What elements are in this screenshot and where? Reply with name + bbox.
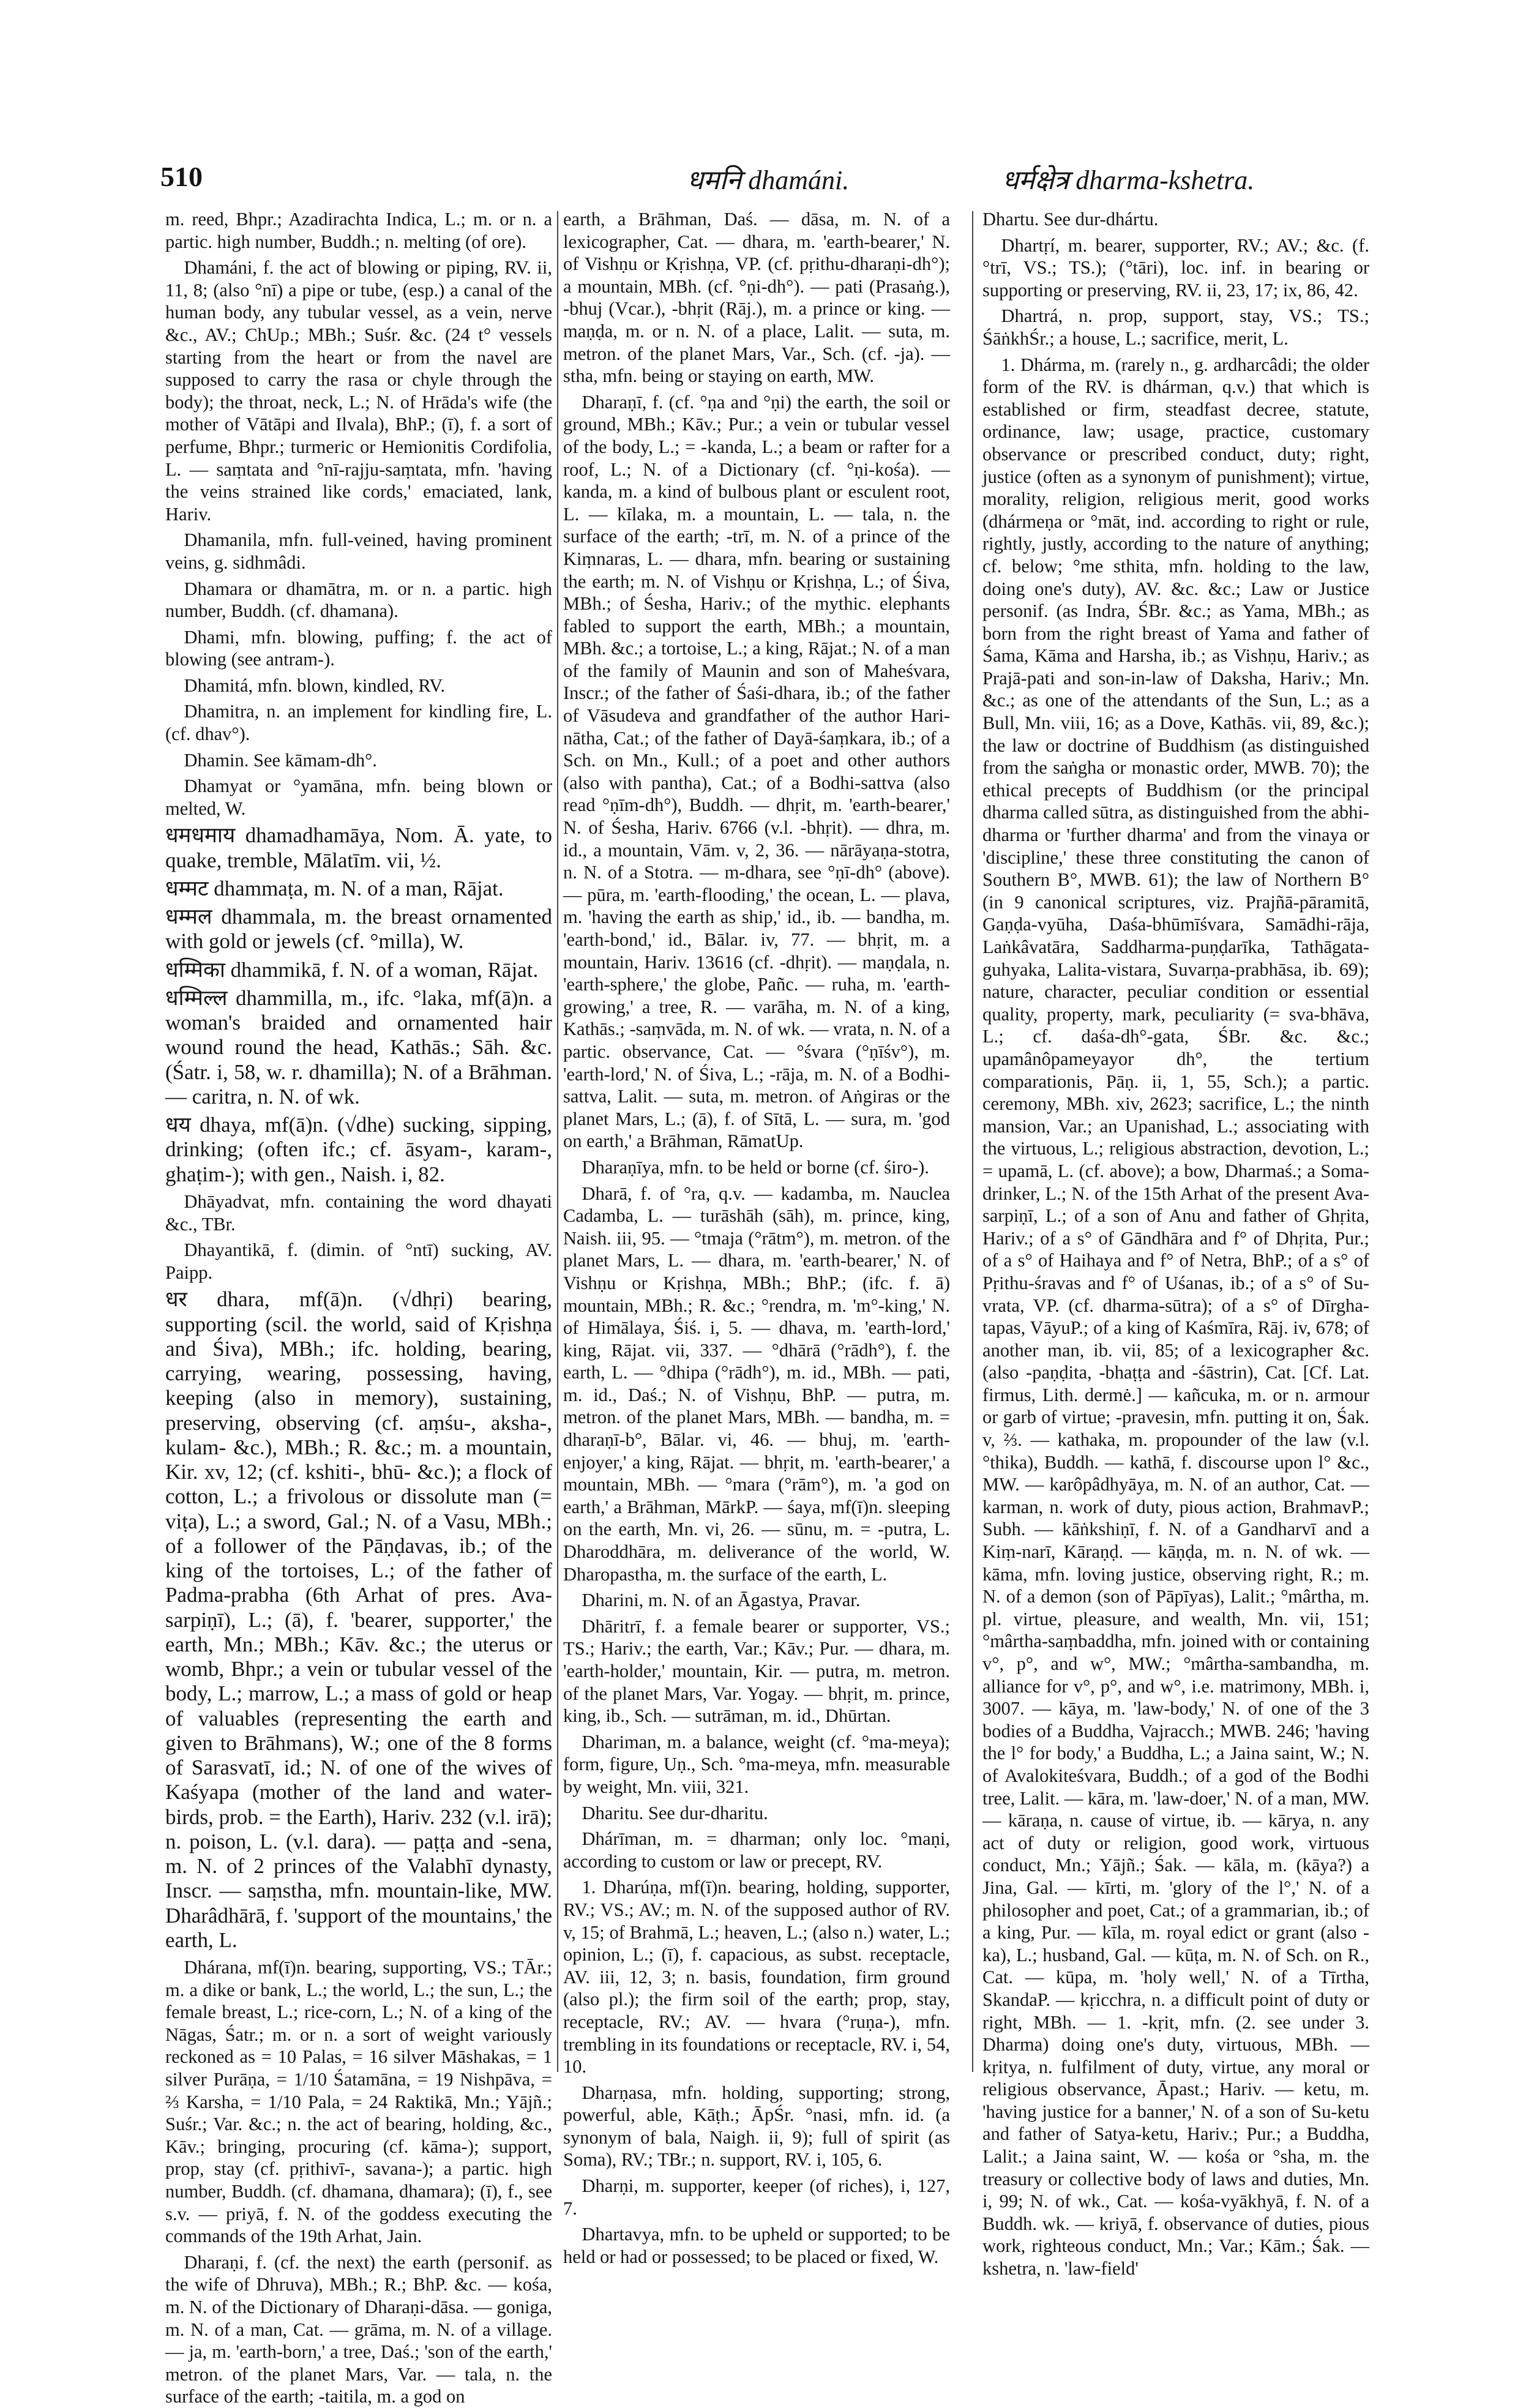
- column-rule-1: [557, 211, 558, 2072]
- dictionary-entry: Dharitu. See dur-dharitu.: [582, 1802, 768, 1823]
- dictionary-entry: धमधमाय dhamadhamāya, Nom. Ā. yate, to quake, tremble, Mālatīm. vii, ½.: [165, 823, 552, 872]
- dictionary-entry: earth, a Brāhman, Daś. — dāsa, m. N. of a lexicographer, Cat. — dhara, m. 'earth-bearer,' N. of Vishṇu or Kṛishṇa, VP. (cf. pṛithu-dharaṇi-dh°); a mountain, MBh. (cf. °ṇi-dh°). — pati (Prasaṅg.), -bhuj (Vcar.), -bhṛit (Rāj.), m. a prince or king. — maṇḍa, m. or n. N. of a place, Lalit. — suta, m. metron. of the planet Mars, Var., Sch. (cf. -ja). — stha, mfn. being or staying on earth, MW.: [563, 209, 950, 387]
- left-running-headword: धमनि dhamáni.: [687, 165, 850, 195]
- dictionary-entry: धम्मट dhammaṭa, m. N. of a man, Rājat.: [165, 876, 504, 900]
- page-number: 510: [160, 161, 203, 192]
- dictionary-entry: Dharā, f. of °ra, q.v. — kadamba, m. Nauclea Cadamba, L. — turāshāh (sāh), m. prince, king, Naish. iii, 95. — °tmaja (°rātm°), m. metron. of the planet Mars, L. — dhara, m. 'earth-bearer,' N. of Vishṇu or Kṛishṇa, MBh.; BhP.; (ifc. f. ā) mountain, MBh.; R. &c.; °rendra, m. 'm°-king,' N. of Himālaya, Śiś. i, 5. — dhava, m. 'earth-lord,' king, Rājat. vii, 337. — °dhārā (°rādh°), f. the earth, L. — °dhipa (°rādh°), m. id., MBh. — pati, m. id., Daś.; N. of Vishṇu, BhP. — putra, m. metron. of the planet Mars, MBh. — bandha, m. = dharaṇī-b°, Bālar. vi, 46. — bhuj, m. 'earth-enjoyer,' a king, Rājat. — bhṛit, m. 'earth-bearer,' a mountain, MBh. — °mara (°rām°), m. 'a god on earth,' a Brāhman, MārkP. — śaya, mf(ī)n. sleeping on the earth, Mn. vi, 26. — sūnu, m. = -putra, L. Dharoddhāra, m. deliverance of the world, W. Dharopastha, m. the surface of the earth, L.: [563, 1183, 950, 1585]
- dictionary-entry: 1. Dharúṇa, mf(ī)n. bearing, holding, supporter, RV.; VS.; AV.; m. N. of the supposed author of RV. v, 15; of Brahmā, L.; heaven, L.; (also n.) water, L.; opinion, L.; (ī), f. capacious, as subst. receptacle, AV. iii, 12, 3; n. basis, foundation, firm ground (also pl.); the firm soil of the earth; prop, stay, receptacle, RV.; AV. — hvara (°ruṇa-), mfn. trembling in its foundations or receptacle, RV. i, 54, 10.: [563, 1877, 950, 2077]
- dictionary-entry: Dhartu. See dur-dhártu.: [982, 209, 1159, 230]
- column-middle: [563, 208, 950, 2267]
- dictionary-entry: Dharini, m. N. of an Āgastya, Pravar.: [582, 1590, 861, 1611]
- right-running-headword: धर्मक्षेत्र dharma-kshetra.: [1002, 165, 1255, 195]
- dictionary-entry: धम्मल dhammala, m. the breast ornamented with gold or jewels (cf. °milla), W.: [165, 905, 552, 954]
- dictionary-entry: Dhartavya, mfn. to be upheld or supported; to be held or had or possessed; to be placed or fixed, W.: [563, 2224, 950, 2267]
- dictionary-entry: Dhamyat or °yamāna, mfn. being blown or melted, W.: [165, 776, 552, 819]
- dictionary-entry: धर dhara, mf(ā)n. (√dhṛi) bearing, supporting (scil. the world, said of Kṛishṇa and Śiva), MBh.; ifc. holding, bearing, carrying, wearing, possessing, having, keeping (also in memory), sustaining, preserving, observing (cf. aṃśu-, aksha-, kulam- &c.), MBh.; R. &c.; m. a mountain, Kir. xv, 12; (cf. kshiti-, bhū- &c.); a flock of cotton, L.; a frivolous or dissolute man (= viṭa), L.; a sword, Gal.; N. of a Vasu, MBh.; of a follower of the Pāṇḍavas, ib.; of the king of the tortoises, L.; of the father of Padma-prabha (6th Arhat of pres. Ava-sarpiṇī), L.; (ā), f. 'bearer, supporter,' the earth, Mn.; MBh.; Kāv. &c.; the uterus or womb, Bhpr.; a vein or tubular vessel of the body, L.; marrow, L.; a mass of gold or heap of valuables (representing the earth and given to Brāhmans), W.; one of the 8 forms of Sarasvatī, id.; N. of one of the wives of Kaśyapa (mother of the land and water-birds, prob. = the Earth), Hariv. 232 (v.l. irā); n. poison, L. (v.l. dara). — paṭṭa and -sena, m. N. of 2 princes of the Valabhī dynasty, Inscr. — saṃstha, mfn. mountain-like, MW. Dharâdhārā, f. 'support of the mountains,' the earth, L.: [165, 1287, 552, 1952]
- dictionary-entry: Dhamáni, f. the act of blowing or piping, RV. ii, 11, 8; (also °nī) a pipe or tube, (esp.) a canal of the human body, any tubular vessel, as a vein, nerve &c., AV.; ChUp.; MBh.; Suśr. &c. (24 t° vessels starting from the heart or from the navel are supposed to carry the rasa or chyle through the body); the throat, neck, L.; N. of Hrāda's wife (the mother of Vātāpi and Ilvala), BhP.; (ī), f. a sort of perfume, Bhpr.; turmeric or Hemionitis Cordifolia, L. — saṃtata and °nī-rajju-saṃtata, mfn. 'having the veins strained like cords,' emaciated, lank, Hariv.: [165, 257, 552, 525]
- dictionary-entry: Dhamanila, mfn. full-veined, having prominent veins, g. sidhmâdi.: [165, 529, 552, 573]
- column-left: [165, 208, 552, 2407]
- dictionary-entry: Dhartrá, n. prop, support, stay, VS.; TS.; ŚāṅkhŚr.; a house, L.; sacrifice, merit, L.: [982, 305, 1369, 349]
- dictionary-entry: Dhāritrī, f. a female bearer or supporter, VS.; TS.; Hariv.; the earth, Var.; Kāv.; Pur. — dhara, m. 'earth-holder,' mountain, Kir. — putra, m. metron. of the planet Mars, Var. Yogay. — bhṛit, m. prince, king, ib., Sch. — sutrāman, m. id., Dhūrtan.: [563, 1615, 950, 1727]
- dictionary-entry: Dharṇi, m. supporter, keeper (of riches), i, 127, 7.: [563, 2175, 950, 2219]
- column-rule-2: [972, 211, 973, 2072]
- dictionary-entry: Dharaṇi, f. (cf. the next) the earth (personif. as the wife of Dhruva), MBh.; R.; BhP. &c. — kośa, m. N. of the Dictionary of Dharaṇi-dāsa. — goniga, m. N. of a man, Cat. — grāma, m. N. of a village. — ja, m. 'earth-born,' a tree, Daś.; 'son of the earth,' metron. of the planet Mars, Var. — tala, n. the surface of the earth; -taitila, m. a god on: [165, 2251, 552, 2407]
- dictionary-entry: Dhárīman, m. = dharman; only loc. °maṇi, according to custom or law or precept, RV.: [563, 1828, 950, 1872]
- column-right: [982, 208, 1369, 2279]
- dictionary-entry: Dhárana, mf(ī)n. bearing, supporting, VS.; TĀr.; m. a dike or bank, L.; the world, L.; the sun, L.; the female breast, L.; rice-corn, L.; N. of a king of the Nāgas, Śatr.; m. or n. a sort of weight variously reckoned as = 10 Palas, = 16 silver Māshakas, = 1 silver Purāṇa, = 1/10 Śatamāna, = 19 Nishpāva, = ⅔ Karsha, = 1/10 Pala, = 24 Raktikā, Mn.; Yājñ.; Suśr.; Var. &c.; n. the act of bearing, holding, &c., Kāv.; bringing, procuring (cf. kāma-); support, prop, stay (cf. pṛithivī-, savana-); a partic. high number, Buddh. (cf. dhamana, dhamara); (ī), f., see s.v. — priyā, f. N. of the goddess executing the commands of the 19th Arhat, Jain.: [165, 1957, 552, 2247]
- dictionary-entry: Dharṇasa, mfn. holding, supporting; strong, powerful, able, Kāṭh.; ĀpŚr. °nasi, mfn. id. (a synonym of bala, Naigh. ii, 9); full of spirit (as Soma), RV.; TBr.; n. support, RV. i, 105, 6.: [563, 2082, 950, 2171]
- dictionary-entry: 1. Dhárma, m. (rarely n., g. ardharcâdi; the older form of the RV. is dhárman, q.v.) that which is established or firm, steadfast decree, statute, ordinance, law; usage, practice, customary observance or prescribed conduct, duty; right, justice (often as a synonym of punishment); virtue, morality, religion, religious merit, good works (dhármeṇa or °māt, ind. according to right or rule, rightly, justly, according to the nature of anything; cf. below; °me sthita, mfn. holding to the law, doing one's duty), AV. &c. &c.; Law or Justice personif. (as Indra, ŚBr. &c.; as Yama, MBh.; as born from the right breast of Yama and father of Śama, Kāma and Harsha, ib.; as Vishṇu, Hariv.; as Prajā-pati and son-in-law of Daksha, Hariv.; Mn. &c.; as one of the attendants of the Sun, L.; as a Bull, Mn. viii, 16; as a Dove, Kathās. vii, 89, &c.); the law or doctrine of Buddhism (as distinguished from the saṅgha or monastic order, MWB. 70); the ethical precepts of Buddhism (or the principal dharma called sūtra, as distinguished from the abhi-dharma or 'further dharma' and from the vinaya or 'discipline,' these three constituting the canon of Southern B°, MWB. 61); the law of Northern B° (in 9 canonical scriptures, viz. Prajñā-pāramitā, Gaṇḍa-vyūha, Daśa-bhūmīśvara, Samādhi-rāja, Laṅkâvatāra, Saddharma-puṇḍarīka, Tathāgata-guhyaka, Lalita-vistara, Suvarṇa-prabhāsa, ib. 69); nature, character, peculiar condition or essential quality, property, mark, peculiarity (= sva-bhāva, L.; cf. daśa-dh°-gata, ŚBr. &c. &c.; upamânôpameyayor dh°, the tertium comparationis, Pāṇ. ii, 1, 55, Sch.); a partic. ceremony, MBh. xiv, 2623; sacrifice, L.; the ninth mansion, Var.; an Upanishad, L.; associating with the virtuous, L.; religious abstraction, devotion, L.; = upamā, L. (cf. above); a bow, Dharmaś.; a Soma-drinker, L.; N. of the 15th Arhat of the present Ava-sarpiṇī, L.; of a son of Anu and father of Ghṛita, Hariv.; of a s° of Gāndhāra and f° of Dhṛita, Pur.; of a s° of Haihaya and f° of Netra, BhP.; of a s° of Pṛithu-śravas and f° of Uśanas, ib.; of a s° of Su-vrata, VP. (cf. dharma-sūtra); of a s° of Dīrgha-tapas, VāyuP.; of a king of Kaśmīra, Rāj. iv, 678; of another man, ib. vii, 85; of a lexicographer &c. (also -paṇḍita, -bhaṭṭa and -śāstrin), Cat. [Cf. Lat. firmus, Lith. dermė.] — kañcuka, m. or n. armour or garb of virtue; -pravesin, mfn. putting it on, Śak. v, ⅔. — kathaka, m. propounder of the law (v.l. °thika), Buddh. — kathā, f. discourse upon l° &c., MW. — karôpâdhyāya, m. N. of an author, Cat. — karman, n. work of duty, pious action, BrahmavP.; Subh. — kāṅkshiṇī, f. N. of a Gandharvī and a Kiṃ-narī, Kāraṇḍ. — kāṇḍa, m. n. N. of wk. — kāma, mfn. loving justice, observing right, R.; m. N. of a demon (son of Pāpīyas), Lalit.; °mârtha, m. pl. virtue, pleasure, and wealth, Mn. vii, 151; °mârtha-saṃbaddha, mfn. joined with or containing v°, p°, and w°, MW.; °mârtha-sambandha, m. alliance for v°, p°, and w°, i.e. matrimony, MBh. i, 3007. — kāya, m. 'law-body,' N. of one of the 3 bodies of a Buddha, Vajracch.; MWB. 246; 'having the l° for body,' a Buddha, L.; a Jaina saint, W.; N. of Avalokiteśvara, Buddh.; of a god of the Bodhi tree, Lalit. — kāra, m. 'law-doer,' N. of a man, MW. — kāraṇa, n. cause of virtue, ib. — kārya, n. any act of duty or religion, good work, virtuous conduct, Mn.; Yājñ.; Śak. — kāla, m. (kāya?) a Jina, Gal. — kīrti, m. 'glory of the l°,' N. of a philosopher and poet, Cat.; of a grammarian, ib.; of a king, Pur. — kīla, m. royal edict or grant (also -ka), L.; husband, Gal. — kūṭa, m. N. of Sch. on R., Cat. — kūpa, m. 'holy well,' N. of a Tīrtha, SkandaP. — kṛicchra, n. a difficult point of duty or right, MBh. — 1. -kṛit, mfn. (2. see under 3. Dharma) doing one's duty, virtuous, MBh. — kṛitya, n. fulfilment of duty, virtue, any moral or religious observance, Āpast.; Hariv. — ketu, m. 'having justice for a banner,' N. of a son of Su-ketu and father of Satya-ketu, Hariv.; Pur.; a Buddha, Lalit.; a Jaina saint, W. — kośa or °sha, m. the treasury or collective body of laws and duties, Mn. i, 99; N. of wk., Cat. — kośa-vyākhyā, f. N. of a Buddh. wk. — kriyā, f. observance of duties, pious work, righteous conduct, Mn.; Var.; Kām.; Śak. — kshetra, n. 'law-field': [982, 354, 1369, 2279]
- dictionary-entry: Dhami, mfn. blowing, puffing; f. the act of blowing (see antram-).: [165, 626, 552, 670]
- dictionary-entry: m. reed, Bhpr.; Azadirachta Indica, L.; m. or n. a partic. high number, Buddh.; n. melting (of ore).: [165, 209, 552, 252]
- dictionary-entry: Dharaṇī, f. (cf. °ṇa and °ṇi) the earth, the soil or ground, MBh.; Kāv.; Pur.; a vein or tubular vessel of the body, L.; = -kanda, L.; a beam or rafter for a roof, L.; N. of a Dictionary (cf. °ṇi-kośa). — kanda, m. a kind of bulbous plant or esculent root, L. — kīlaka, m. a mountain, L. — tala, n. the surface of the earth; -trī, m. N. of a prince of the Kiṃnaras, L. — dhara, mfn. bearing or sustaining the earth; m. N. of Vishṇu or Kṛishṇa, L.; of Śiva, MBh.; of Śesha, Hariv.; of the mythic. elephants fabled to support the earth, MBh.; a mountain, MBh. &c.; a tortoise, L.; a king, Rājat.; N. of a man of the family of Maunin and son of Maheśvara, Inscr.; of the father of Śaśi-dhara, ib.; of the father of Vāsudeva and grandfather of the author Hari-nātha, Cat.; of the father of Dayā-śaṃkara, ib.; of a Sch. on Mn., Kull.; of a poet and other authors (also with pantha), Cat.; of a Bodhi-sattva (also read °ṇīm-dh°), Buddh. — dhṛit, m. 'earth-bearer,' N. of Śesha, Hariv. 6766 (v.l. -bhṛit). — dhra, m. id., a mountain, Vām. v, 2, 36. — nārāyaṇa-stotra, n. N. of a Stotra. — m-dhara, see °ṇī-dh° (above). — pūra, m. 'earth-flooding,' the ocean, L. — plava, m. 'having the earth as ship,' id., ib. — bandha, m. 'earth-bond,' id., Bālar. iv, 77. — bhṛit, m. a mountain, Hariv. 13616 (cf. -dhṛit). — maṇḍala, n. 'earth-sphere,' the globe, Pañc. — ruha, m. 'earth-growing,' a tree, R. — varāha, m. N. of a king, Kathās.; -saṃvāda, m. N. of wk. — vrata, n. N. of a partic. observance, Cat. — °śvara (°ṇīśv°), m. 'earth-lord,' N. of Śiva, L.; -rāja, m. N. of a Bodhi-sattva, Lalit. — suta, m. metron. of Aṅgiras or the planet Mars, L.; (ā), f. of Sītā, L. — sura, m. 'god on earth,' a Brāhman, RāmatUp.: [563, 391, 950, 1152]
- dictionary-entry: Dhariman, m. a balance, weight (cf. °ma-meya); form, figure, Uṇ., Sch. °ma-meya, mfn. measurable by weight, Mn. viii, 321.: [563, 1731, 950, 1797]
- dictionary-entry: Dhayantikā, f. (dimin. of °ntī) sucking, AV. Paipp.: [165, 1240, 552, 1283]
- dictionary-entry: धम्मिका dhammikā, f. N. of a woman, Rājat.: [165, 957, 539, 982]
- dictionary-entry: Dhamitá, mfn. blown, kindled, RV.: [184, 675, 446, 696]
- dictionary-entry: धय dhaya, mf(ā)n. (√dhe) sucking, sipping, drinking; (often ifc.; cf. āsyam-, karam-, ghaṭim-); with gen., Naish. i, 82.: [165, 1113, 552, 1186]
- dictionary-entry: Dhartṛí, m. bearer, supporter, RV.; AV.; &c. (f. °trī, VS.; TS.); (°tāri), loc. inf. in bearing or supporting or preserving, RV. ii, 23, 17; ix, 86, 42.: [982, 234, 1369, 301]
- dictionary-entry: Dhamitra, n. an implement for kindling fire, L. (cf. dhav°).: [165, 701, 552, 745]
- dictionary-entry: Dhamin. See kāmam-dh°.: [184, 749, 377, 771]
- dictionary-entry: Dharaṇīya, mfn. to be held or borne (cf. śiro-).: [582, 1156, 929, 1178]
- dictionary-entry: धम्मिल्ल dhammilla, m., ifc. °laka, mf(ā)n. a woman's braided and ornamented hair wound round the head, Kathās.; Sāh. &c. (Śatr. i, 58, w. r. dhamilla); N. of a Brāhman. — caritra, n. N. of wk.: [165, 985, 552, 1109]
- dictionary-entry: Dhāyadvat, mfn. containing the word dhayati &c., TBr.: [165, 1191, 552, 1235]
- page-header: [160, 160, 1369, 203]
- dictionary-entry: Dhamara or dhamātra, m. or n. a partic. high number, Buddh. (cf. dhamana).: [165, 578, 552, 622]
